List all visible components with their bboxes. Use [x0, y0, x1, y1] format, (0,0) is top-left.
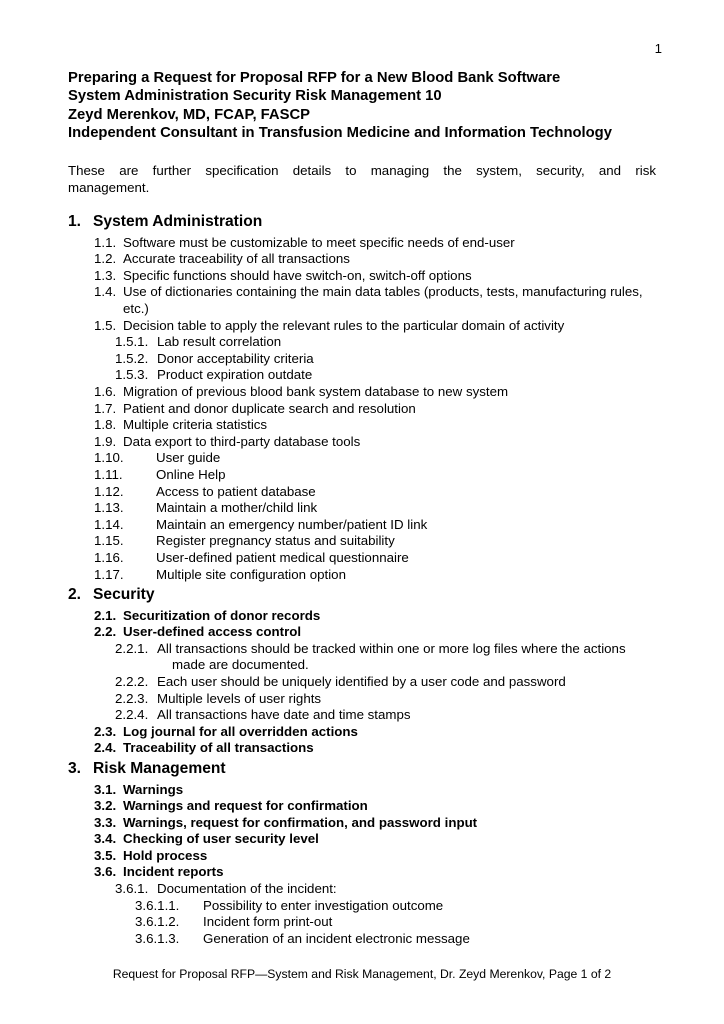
outline-item: [115, 674, 656, 691]
outline-number: 1.13.: [94, 500, 124, 516]
outline-text: Log journal for all overridden actions: [123, 723, 358, 739]
outline-number: 2.2.: [94, 624, 117, 640]
outline-item: [115, 691, 656, 708]
outline-text: Patient and donor duplicate search and resolution: [123, 400, 416, 416]
outline-text: Hold process: [123, 847, 208, 863]
outline-text: Multiple site configuration option: [156, 566, 346, 582]
outline-text: Accurate traceability of all transactions: [123, 251, 350, 267]
outline-number: 1.15.: [94, 533, 124, 549]
outline-number: 1.2.: [94, 251, 117, 267]
outline-text: Maintain a mother/child link: [156, 500, 318, 516]
title-line-1: Preparing a Request for Proposal RFP for a New Blood Bank Software: [68, 70, 561, 86]
outline-section-heading: [68, 584, 656, 605]
outline-text: Each user should be uniquely identified by a user code and password: [157, 674, 566, 690]
outline-item: [94, 608, 656, 625]
outline-number: 1.11.: [94, 467, 123, 482]
outline-item: [94, 740, 656, 757]
outline-item: [94, 401, 656, 418]
outline-item: [94, 533, 656, 550]
outline-number: 1.4.: [94, 284, 117, 300]
outline-item: [115, 881, 656, 898]
outline-number: 3.2.: [94, 798, 117, 814]
outline-item: [94, 384, 656, 401]
outline-text: Software must be customizable to meet specific needs of end-user: [123, 234, 515, 250]
outline-number: 2.4.: [94, 740, 117, 756]
title-line-2: System Administration Security Risk Management 10: [68, 88, 442, 105]
page-footer: Request for Proposal RFP—System and Risk Management, Dr. Zeyd Merenkov, Page 1 of 2: [112, 967, 612, 981]
outline-number: 1.7.: [94, 400, 117, 416]
outline-item: [94, 724, 656, 741]
outline-text: Lab result correlation: [157, 334, 282, 350]
outline-number: 1.1.: [94, 234, 117, 250]
outline-text: Decision table to apply the relevant rules to the particular domain of activity: [123, 317, 565, 333]
outline-number: 3.6.1.2.: [135, 914, 180, 930]
outline-number: 3.: [68, 760, 82, 777]
outline-text: Incident form print-out: [203, 914, 333, 930]
outline-item: [94, 550, 656, 567]
outline-item: [135, 898, 656, 915]
outline-text: Migration of previous blood bank system database to new system: [123, 384, 509, 400]
title-line-4-author-role: Independent Consultant in Transfusion Medicine and Information Technology: [68, 124, 612, 141]
outline-number: 3.6.1.: [115, 881, 149, 897]
outline-text: Possibility to enter investigation outcome: [203, 897, 444, 913]
outline-text: Documentation of the incident:: [157, 881, 337, 897]
outline-text: Checking of user security level: [123, 831, 319, 847]
intro-line: management.: [68, 180, 150, 196]
outline-text: System Administration: [93, 213, 263, 231]
outline-text: Security: [93, 586, 155, 604]
outline-number: 1.17.: [94, 566, 124, 582]
outline-item: [94, 318, 656, 335]
outline-number: 2.2.3.: [115, 690, 149, 706]
outline-text: User-defined access control: [123, 624, 302, 640]
outline-text: Traceability of all transactions: [123, 740, 314, 756]
outline-item: [115, 351, 656, 368]
intro-paragraph: [68, 162, 656, 196]
outline-number: 1.16.: [94, 549, 124, 565]
page-number: 1: [654, 41, 662, 56]
outline-text: Securitization of donor records: [123, 607, 321, 623]
outline-item: [94, 798, 656, 815]
outline-number: 1.5.3.: [115, 367, 149, 383]
outline-text: Warnings and request for confirmation: [123, 798, 368, 814]
outline-number: 3.1.: [94, 781, 117, 797]
outline-text: All transactions have date and time stamps: [157, 707, 411, 723]
outline-number: 1.5.1.: [115, 334, 149, 350]
outline-item: [135, 914, 656, 931]
outline-number: 1.3.: [94, 267, 117, 283]
outline-text: Product expiration outdate: [157, 367, 313, 383]
outline-item: [115, 641, 656, 674]
outline-item: [94, 268, 656, 285]
outline-text: Donor acceptability criteria: [157, 350, 314, 366]
outline-number: 3.6.1.1.: [135, 897, 180, 913]
outline-item: [135, 931, 656, 948]
outline-item: [94, 848, 656, 865]
outline-text: Use of dictionaries containing the main data tables (products, tests, manufacturing rules, etc.): [123, 284, 643, 317]
outline-number: 1.6.: [94, 384, 117, 400]
outline-number: 2.3.: [94, 723, 117, 739]
outline-text: Generation of an incident electronic message: [203, 930, 470, 946]
outline-number: 2.2.2.: [115, 674, 149, 690]
outline-item: [94, 484, 656, 501]
outline-number: 1.5.2.: [115, 350, 149, 366]
outline-item: [115, 367, 656, 384]
outline-number: 2.2.1.: [115, 640, 149, 656]
outline-item: [94, 450, 656, 467]
outline-text: Multiple levels of user rights: [157, 690, 322, 706]
title-line-3-author: Zeyd Merenkov, MD, FCAP, FASCP: [68, 106, 311, 123]
outline-list: [68, 211, 656, 947]
outline-item: [94, 864, 656, 881]
outline-item: [115, 334, 656, 351]
outline-item: [94, 517, 656, 534]
outline-text: Warnings: [123, 781, 184, 797]
outline-number: 1.5.: [94, 317, 117, 333]
outline-text: Access to patient database: [156, 483, 316, 499]
outline-text: User guide: [156, 450, 221, 466]
outline-item: [94, 567, 656, 584]
outline-number: 1.: [68, 213, 82, 231]
outline-number: 2.2.4.: [115, 707, 149, 723]
outline-text: User-defined patient medical questionnaire: [156, 549, 409, 565]
outline-item: [115, 707, 656, 724]
outline-item: [94, 434, 656, 451]
outline-section-heading: [68, 758, 656, 779]
outline-number: 3.6.: [94, 864, 117, 880]
outline-item: [94, 235, 656, 252]
outline-text: Specific functions should have switch-on, switch-off options: [123, 267, 472, 283]
outline-text: Maintain an emergency number/patient ID link: [156, 516, 428, 532]
outline-text: Incident reports: [123, 864, 224, 880]
outline-number: 3.5.: [94, 847, 117, 863]
outline-number: 2.: [68, 586, 82, 604]
outline-number: 1.8.: [94, 417, 117, 433]
outline-item: [94, 284, 656, 317]
outline-item: [94, 831, 656, 848]
outline-text: Data export to third-party database tools: [123, 433, 361, 449]
outline-text: Multiple criteria statistics: [123, 417, 268, 433]
outline-number: 3.3.: [94, 814, 117, 830]
outline-item: [94, 500, 656, 517]
outline-text: All transactions should be tracked within one or more log files where the actions made are documented.: [157, 640, 626, 673]
outline-item: [94, 782, 656, 799]
outline-item: [94, 467, 656, 484]
outline-number: 3.4.: [94, 831, 117, 847]
outline-text: Risk Management: [93, 760, 226, 777]
outline-number: 1.9.: [94, 433, 117, 449]
outline-number: 1.14.: [94, 516, 124, 532]
outline-text: Warnings, request for confirmation, and password input: [123, 814, 478, 830]
outline-item: [94, 251, 656, 268]
outline-item: [94, 624, 656, 641]
outline-number: 3.6.1.3.: [135, 930, 180, 946]
intro-line: These are further specification details to managing the system, security, and risk: [68, 163, 656, 179]
outline-item: [94, 417, 656, 434]
outline-number: 1.10.: [94, 450, 124, 466]
outline-text: Online Help: [156, 467, 226, 482]
outline-section-heading: [68, 211, 656, 232]
outline-number: 2.1.: [94, 607, 117, 623]
outline-item: [94, 815, 656, 832]
document-title-block: [68, 69, 656, 142]
outline-text: Register pregnancy status and suitability: [156, 533, 395, 549]
outline-number: 1.12.: [94, 483, 124, 499]
